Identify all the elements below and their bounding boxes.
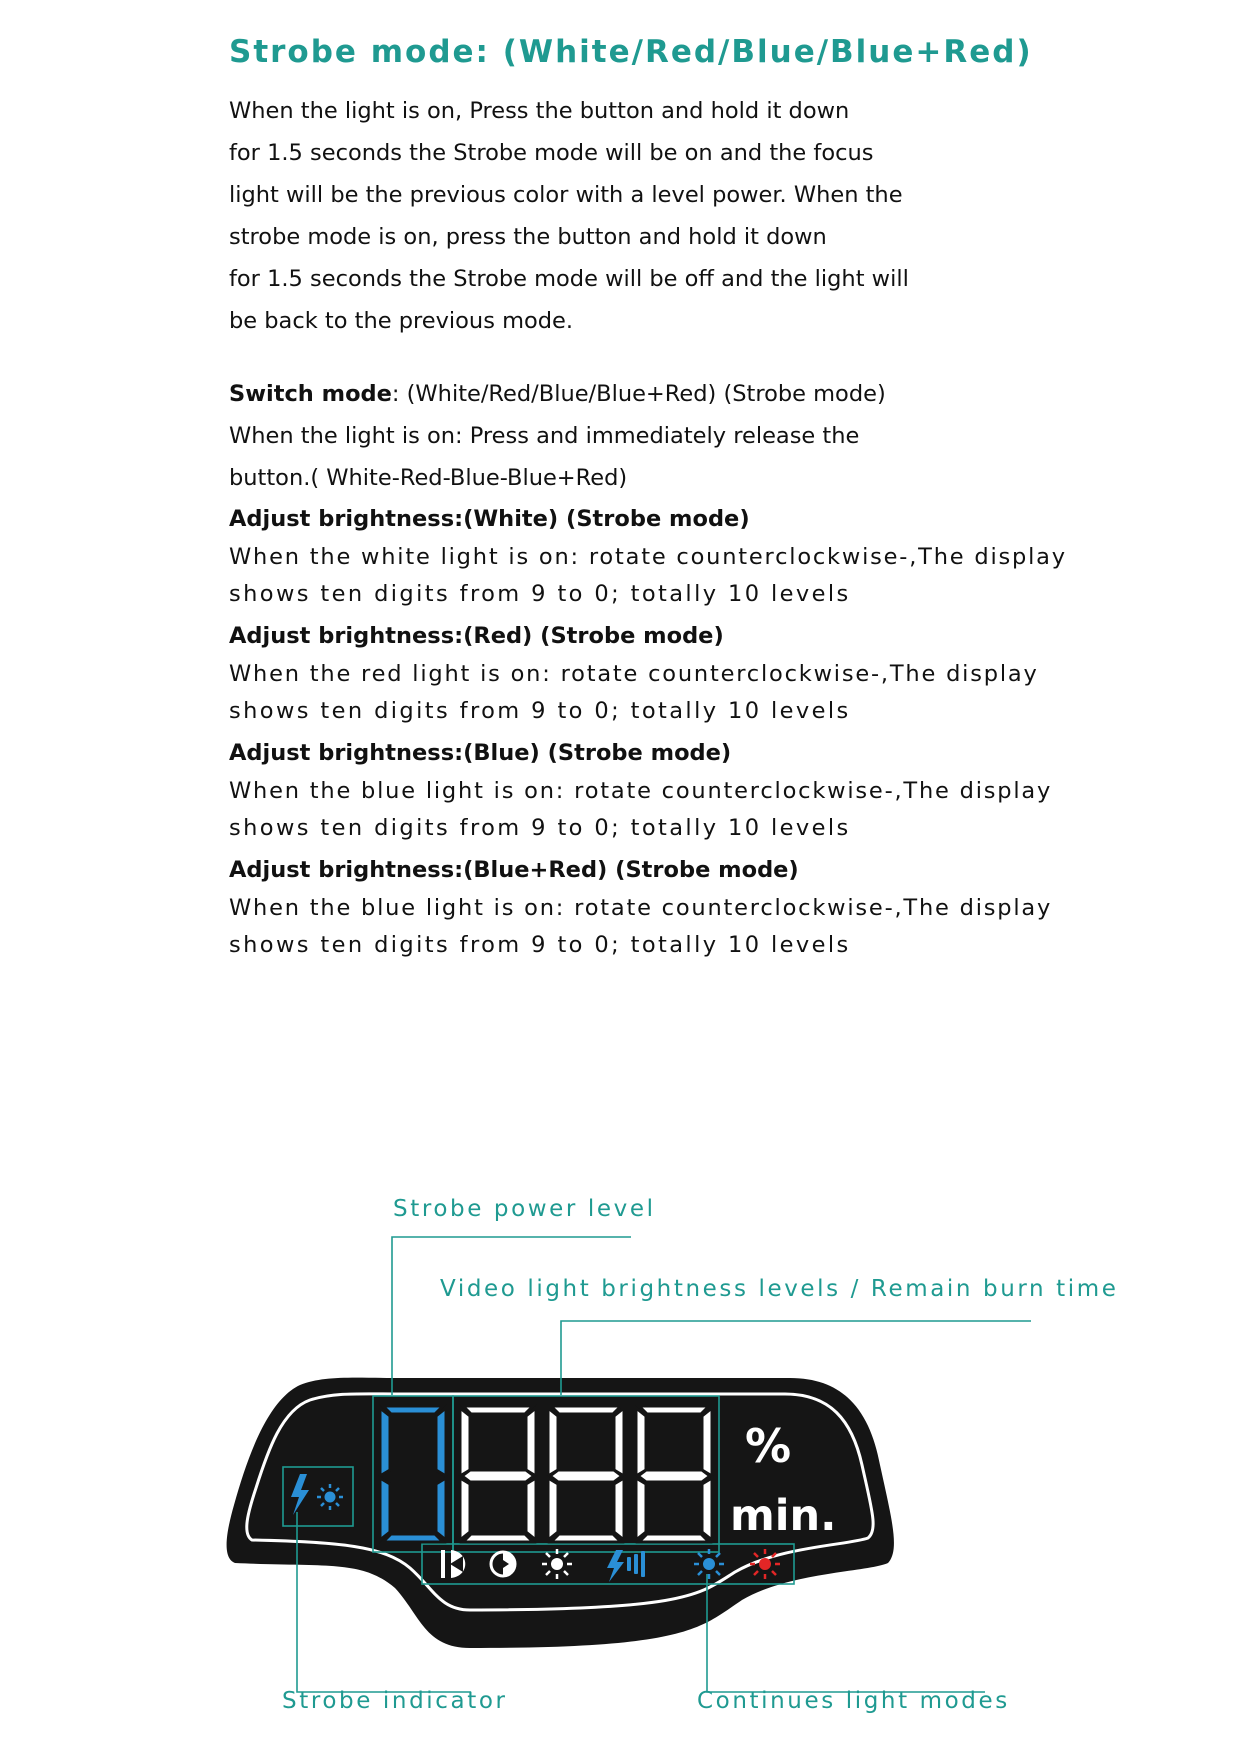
white-light-icon (542, 1549, 572, 1579)
brightness-heading-blue-red: Adjust brightness:(Blue+Red) (Strobe mode) (229, 857, 799, 883)
percent-unit: % (744, 1419, 792, 1473)
switch-mode-line: When the light is on: Press and immediately release the (229, 423, 860, 449)
brightness-text: When the red light is on: rotate counterclockwise-,The display (229, 661, 1039, 687)
blue-light-icon (694, 1549, 724, 1579)
callout-continuous-light-modes: Continues light modes (697, 1688, 1010, 1714)
brightness-text: shows ten digits from 9 to 0; totally 10 levels (229, 581, 851, 607)
brightness-heading-white: Adjust brightness:(White) (Strobe mode) (229, 506, 750, 532)
callout-strobe-indicator: Strobe indicator (282, 1688, 508, 1714)
page-title: Strobe mode: (White/Red/Blue/Blue+Red) (229, 34, 1033, 70)
minutes-unit: min. (730, 1491, 837, 1541)
red-light-icon (750, 1549, 780, 1579)
brightness-heading-red: Adjust brightness:(Red) (Strobe mode) (229, 623, 724, 649)
description-line: for 1.5 seconds the Strobe mode will be on and the focus (229, 140, 874, 166)
description-line: for 1.5 seconds the Strobe mode will be off and the light will (229, 266, 909, 292)
switch-mode-text: : (White/Red/Blue/Blue+Red) (Strobe mode) (391, 381, 886, 407)
brightness-text: shows ten digits from 9 to 0; totally 10 levels (229, 698, 851, 724)
description-line: be back to the previous mode. (229, 308, 574, 334)
brightness-text: When the blue light is on: rotate counterclockwise-,The display (229, 778, 1053, 804)
brightness-text: shows ten digits from 9 to 0; totally 10 levels (229, 815, 851, 841)
callout-strobe-power-level: Strobe power level (393, 1196, 656, 1222)
brightness-text: When the blue light is on: rotate counterclockwise-,The display (229, 895, 1053, 921)
description-line: strobe mode is on, press the button and hold it down (229, 224, 827, 250)
switch-mode-label: Switch mode (229, 381, 392, 407)
switch-mode-line: button.( White-Red-Blue-Blue+Red) (229, 465, 628, 491)
brightness-text: shows ten digits from 9 to 0; totally 10 levels (229, 932, 851, 958)
description-line: light will be the previous color with a level power. When the (229, 182, 903, 208)
description-line: When the light is on, Press the button and hold it down (229, 98, 850, 124)
callout-brightness-levels: Video light brightness levels / Remain burn time (440, 1276, 1119, 1302)
brightness-heading-blue: Adjust brightness:(Blue) (Strobe mode) (229, 740, 732, 766)
brightness-text: When the white light is on: rotate counterclockwise-,The display (229, 544, 1067, 570)
